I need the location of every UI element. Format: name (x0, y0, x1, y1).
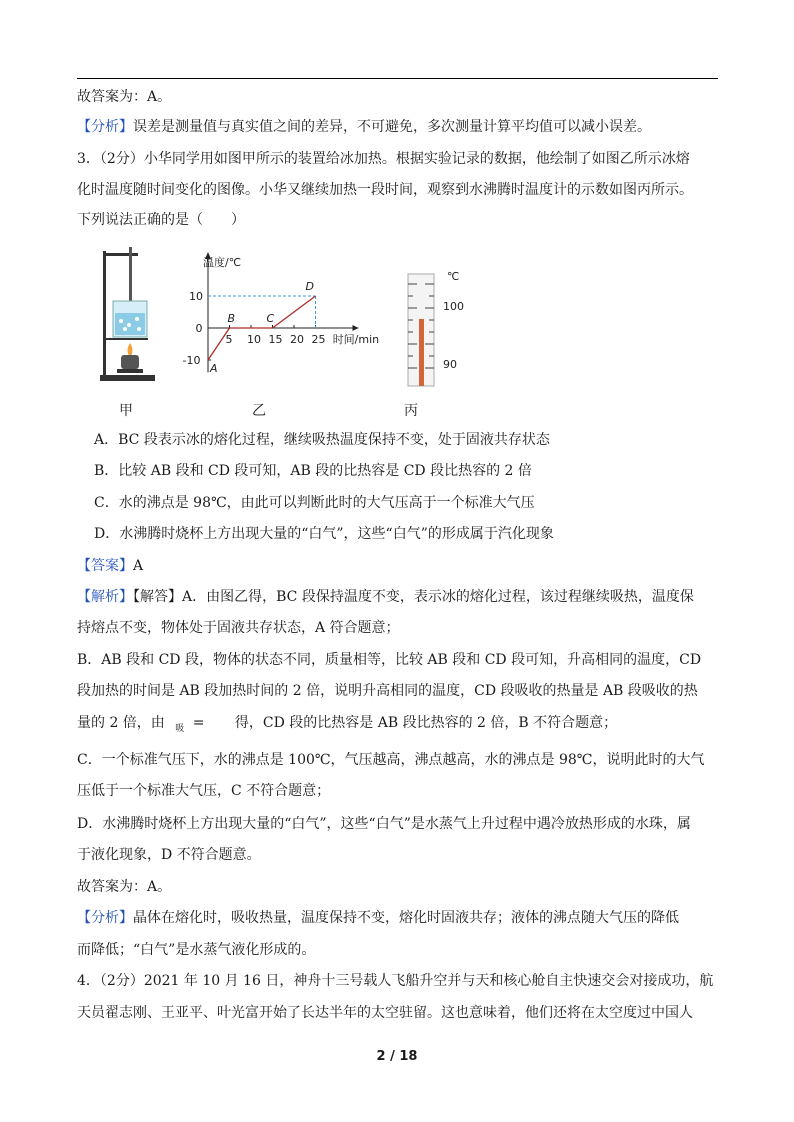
solution-line5 (77, 713, 718, 735)
solution-line9: 于液化现象，D 不符合题意。 (77, 847, 261, 863)
thermo-unit: ℃ (447, 270, 460, 283)
x-axis-arrow (353, 325, 359, 331)
iron-stand-apparatus-icon (95, 243, 160, 383)
solution-line4: 段加热的时间是 AB 段加热时间的 2 倍，说明升高相同的温度，CD 段吸收的热量是 AB 段吸收的热 (77, 683, 698, 699)
analysis-text: 误差是测量值与真实值之间的差异，不可避免，多次测量计算平均值可以减小误差。 (133, 119, 651, 135)
solution-text-5a: 量的 2 倍，由 (77, 715, 165, 731)
option-d: D．水沸腾时烧杯上方出现大量的“白气”，这些“白气”的形成属于汽化现象 (94, 526, 554, 542)
answer-tag: 【答案】 (77, 558, 133, 574)
point-label: B (227, 312, 236, 325)
temperature-time-chart (170, 250, 385, 380)
option-b: B．比较 AB 段和 CD 段可知，AB 段的比热容是 CD 段比热容的 2 倍 (94, 463, 532, 479)
q3-stem-line1: 3．（2分）小华同学用如图甲所示的装置给冰加热。根据实验记录的数据，他绘制了如图乙所示冰熔 (77, 151, 690, 167)
point-label: A (210, 362, 218, 375)
solution-text-5b: 得，CD 段的比热容是 AB 段比热容的 2 倍，B 不符合题意； (234, 715, 618, 731)
summary-tag: 【分析】 (77, 910, 133, 926)
formula-sub: 吸 (175, 724, 185, 734)
fig-label-jia: 甲 (119, 403, 133, 419)
q4-line1: 4．（2分）2021 年 10 月 16 日，神舟十三号载人飞船升空并与天和核心舱自主快速交会对接成功，航 (77, 973, 714, 989)
solution-line6: C．一个标准气压下，水的沸点是 100℃，气压越高，沸点越高，水的沸点是 98℃，说明此时的大气 (77, 752, 705, 768)
solution-line8: D．水沸腾时烧杯上方出现大量的“白气”，这些“白气”是水蒸气上升过程中遇冷放热形成的水珠，属 (77, 816, 691, 832)
prev-analysis (77, 117, 718, 137)
x-tick-label: 20 (290, 333, 304, 346)
x-tick-label: 15 (268, 333, 283, 346)
thermo-label-100: 100 (443, 300, 464, 313)
option-a: A．BC 段表示冰的熔化过程，继续吸热温度保持不变，处于固液共存状态 (94, 432, 550, 448)
fig-label-yi: 乙 (252, 403, 266, 419)
thermo-label-90: 90 (443, 358, 457, 371)
solution-line7: 压低于一个标准大气压，C 不符合题意； (77, 783, 331, 799)
analysis-tag: 【分析】 (77, 119, 133, 135)
option-c: C．水的沸点是 98℃，由此可以判断此时的大气压高于一个标准大气压 (94, 495, 535, 511)
y-tick-label: 10 (189, 290, 203, 303)
solution-line1 (77, 587, 718, 607)
series-segment (273, 296, 316, 328)
fig-label-bing: 丙 (404, 403, 418, 419)
solution-line2: 持熔点不变，物体处于固液共存状态，A 符合题意； (77, 620, 400, 636)
x-tick-label: 5 (225, 333, 233, 346)
x-tick-label: 25 (311, 333, 326, 346)
summary-line1 (77, 908, 718, 928)
thermometer-icon (395, 264, 470, 388)
solution-text-1: 【解答】A．由图乙得，BC 段保持温度不变，表示冰的熔化过程，该过程继续吸热，温度保 (133, 589, 694, 605)
y-axis-label: 温度/℃ (203, 256, 242, 269)
x-tick-label: 10 (247, 333, 261, 346)
q4-line2: 天员翟志刚、王亚平、叶光富开始了长达半年的太空驻留。这也意味着，他们还将在太空度过中国人 (77, 1005, 693, 1021)
solution-line10: 故答案为：A。 (77, 879, 172, 895)
page-number: 2 / 18 (376, 1049, 418, 1064)
top-rule (77, 78, 718, 79)
point-label: D (305, 280, 314, 293)
prev-answer: 故答案为：A。 (77, 89, 172, 105)
answer-value: A (133, 558, 144, 574)
q3-stem-line2: 化时温度随时间变化的图像。小华又继续加热一段时间，观察到水沸腾时温度计的示数如图丙所示。 (77, 182, 693, 198)
solution-tag: 【解析】 (77, 589, 133, 605)
summary-line2: 而降低；“白气”是水蒸气液化形成的。 (77, 942, 316, 958)
formula-eq: = (192, 715, 205, 731)
summary-text-1: 晶体在熔化时，吸收热量，温度保持不变，熔化时固液共存；液体的沸点随大气压的降低 (133, 910, 679, 926)
y-tick-label: -10 (182, 354, 201, 367)
x-axis-label: 时间/min (332, 333, 380, 346)
y-tick-label: 0 (195, 322, 203, 335)
q3-stem-line3: 下列说法正确的是（ ） (77, 212, 245, 228)
point-label: C (266, 312, 275, 325)
solution-line3: B．AB 段和 CD 段，物体的状态不同，质量相等，比较 AB 段和 CD 段可知，升高相同的温度，CD (77, 652, 702, 668)
answer-line (77, 556, 718, 576)
